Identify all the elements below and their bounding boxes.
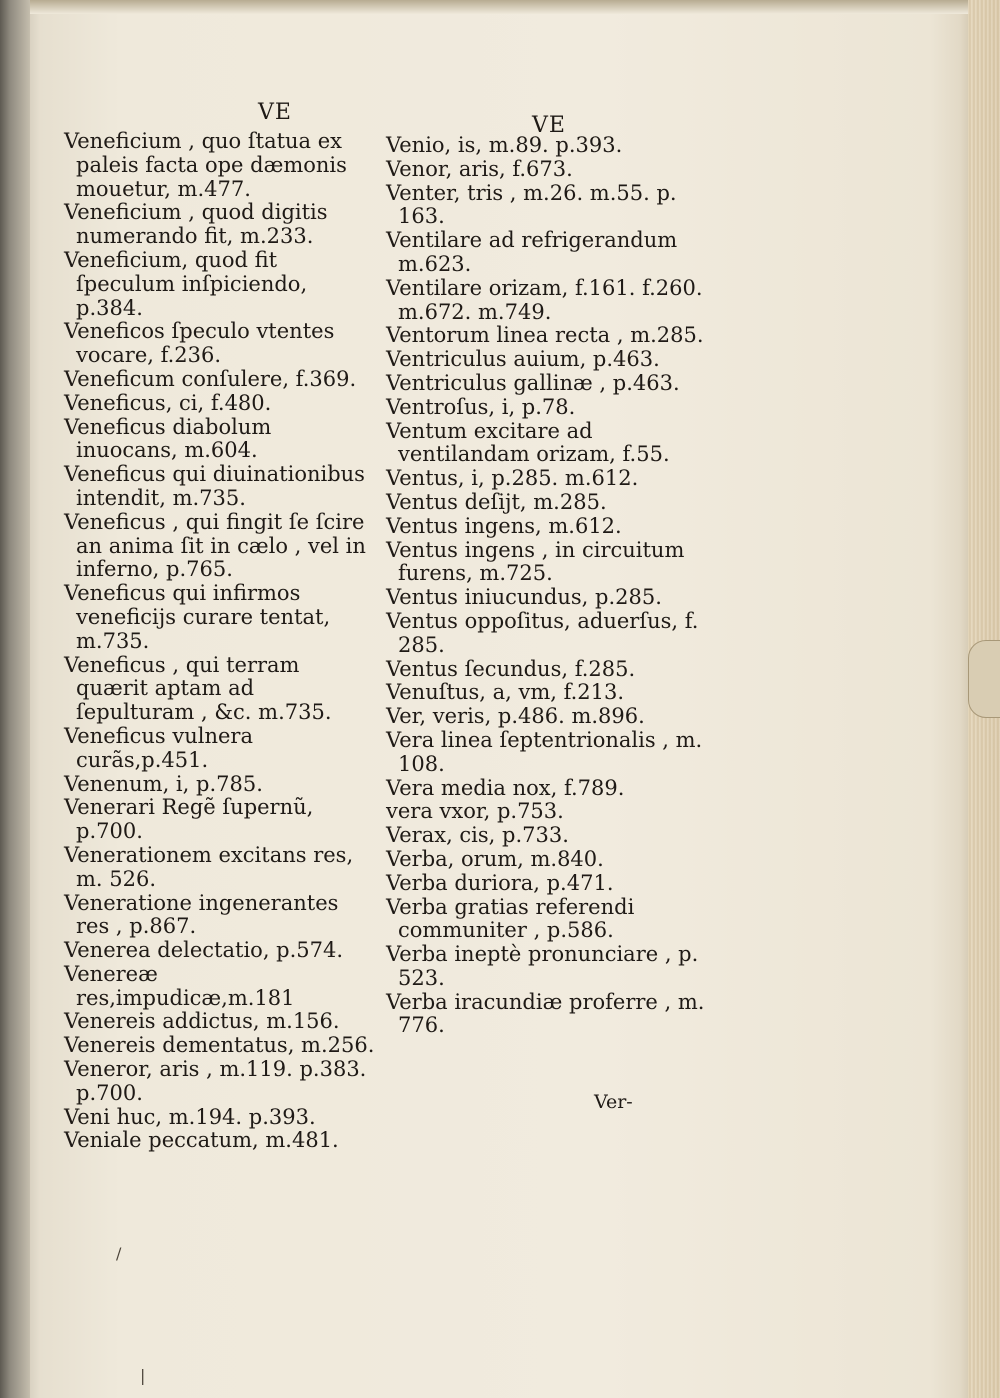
index-entry: Veneficium, quod fit ſpeculum inſpiciendo, p.384. [64,247,308,320]
running-head-right: VE [532,113,566,138]
index-entry: Veneratione ingenerantes res , p.867. [64,890,339,939]
index-entry: Verba duriora, p.471. [386,870,614,895]
index-entry: Ventus, i, p.285. m.612. [386,466,639,491]
index-entry: Ventilare ad refrigerandum m.623. [386,228,678,276]
binding-gutter [0,0,30,1398]
index-entry: Veneficus , qui fingit ſe ſcire an anima ſit in cælo , vel in inferno, p.765. [64,509,366,582]
index-entry: Ventus deſijt, m.285. [386,489,607,514]
index-entry: Venereæ res,impudicæ,m.181 [64,961,295,1010]
paper-mark: | [140,1366,146,1385]
index-entry: vera vxor, p.753. [386,799,564,824]
index-entry: Venor, aris, f.673. [386,156,573,181]
index-entry: Venenum, i, p.785. [64,771,263,796]
running-head-left: VE [258,100,292,125]
index-column-right [366,134,718,1038]
index-column-left [44,130,376,1153]
index-entry: Veni huc, m.194. p.393. [64,1104,316,1129]
index-entry: Verba iracundiæ proferre , m. 776. [386,989,705,1038]
index-entry: Venerationem excitans res, m. 526. [64,842,354,891]
index-entry: Verba ineptè pronunciare , p. 523. [386,942,699,990]
index-entry: Verba, orum, m.840. [386,846,604,871]
paper-mark: / [116,1244,122,1263]
index-entry: Ventus ingens, m.612. [386,513,622,538]
index-entry: Vera media nox, f.789. [386,775,625,800]
index-entry: Venereis dementatus, m.256. [64,1033,375,1058]
index-entry: Ventriculus gallinæ , p.463. [386,370,680,395]
index-entry: Veneficus diabolum inuocans, m.604. [64,414,272,463]
index-entry: Ventus iniucundus, p.285. [386,585,662,610]
index-entry: Veneficus, ci, f.480. [64,390,272,415]
index-entry: Verax, cis, p.733. [386,823,569,848]
index-entry: Veneror, aris , m.119. p.383. p.700. [64,1057,367,1105]
index-entry: Venuſtus, a, vm, f.213. [386,680,625,705]
index-entry: Veneficus qui infirmos veneficijs curare tentat, m.735. [64,581,331,653]
top-edge-shadow [30,0,970,14]
index-entry: Ventilare orizam, f.161. f.260. m.672. m.749. [386,275,703,324]
index-entry: Veneficus qui diuinationibus intendit, m.735. [64,462,365,510]
index-entry: Ventus oppoſitus, aduerſus, f. 285. [386,608,699,657]
index-entry: Veneficium , quo ſtatua ex paleis facta ope dæmonis mouetur, m.477. [64,129,347,201]
index-entry: Veneficos ſpeculo vtentes vocare, f.236. [64,319,335,368]
page-tab[interactable] [968,640,1000,718]
index-entry: Veneficus , qui terram quærit aptam ad ſepulturam , &c. m.735. [64,652,332,725]
index-entry: Ventus ingens , in circuitum furens, m.725. [386,537,685,586]
index-entry: Venerari Regẽ ſupernũ, p.700. [64,795,314,844]
index-entry: Ver, veris, p.486. m.896. [386,704,645,729]
index-entry: Venio, is, m.89. p.393. [386,133,623,157]
index-entry: Ventorum linea recta , m.285. [386,323,704,348]
index-entry: Venter, tris , m.26. m.55. p. 163. [386,180,677,229]
index-entry: Verba gratias referendi communiter , p.586. [386,894,635,943]
index-entry: Veneficum conſulere, f.369. [64,366,357,391]
index-entry: Veneficus vulnera curãs,p.451. [64,723,253,772]
index-entry: Venereis addictus, m.156. [64,1009,340,1034]
index-entry: Ventriculus auium, p.463. [386,347,660,372]
index-entry: Ventus ſecundus, f.285. [386,656,636,681]
index-entry: Venerea delectatio, p.574. [64,938,344,963]
index-entry: Ventroſus, i, p.78. [386,394,576,419]
index-entry: Veniale peccatum, m.481. [64,1128,339,1153]
index-entry: Vera linea ſeptentrionalis , m. 108. [386,727,703,776]
index-entry: Ventum excitare ad ventilandam orizam, f.55. [386,418,670,467]
catchword: Ver- [594,1091,633,1113]
index-entry: Veneficium , quod digitis numerando fit, m.233. [64,200,328,249]
